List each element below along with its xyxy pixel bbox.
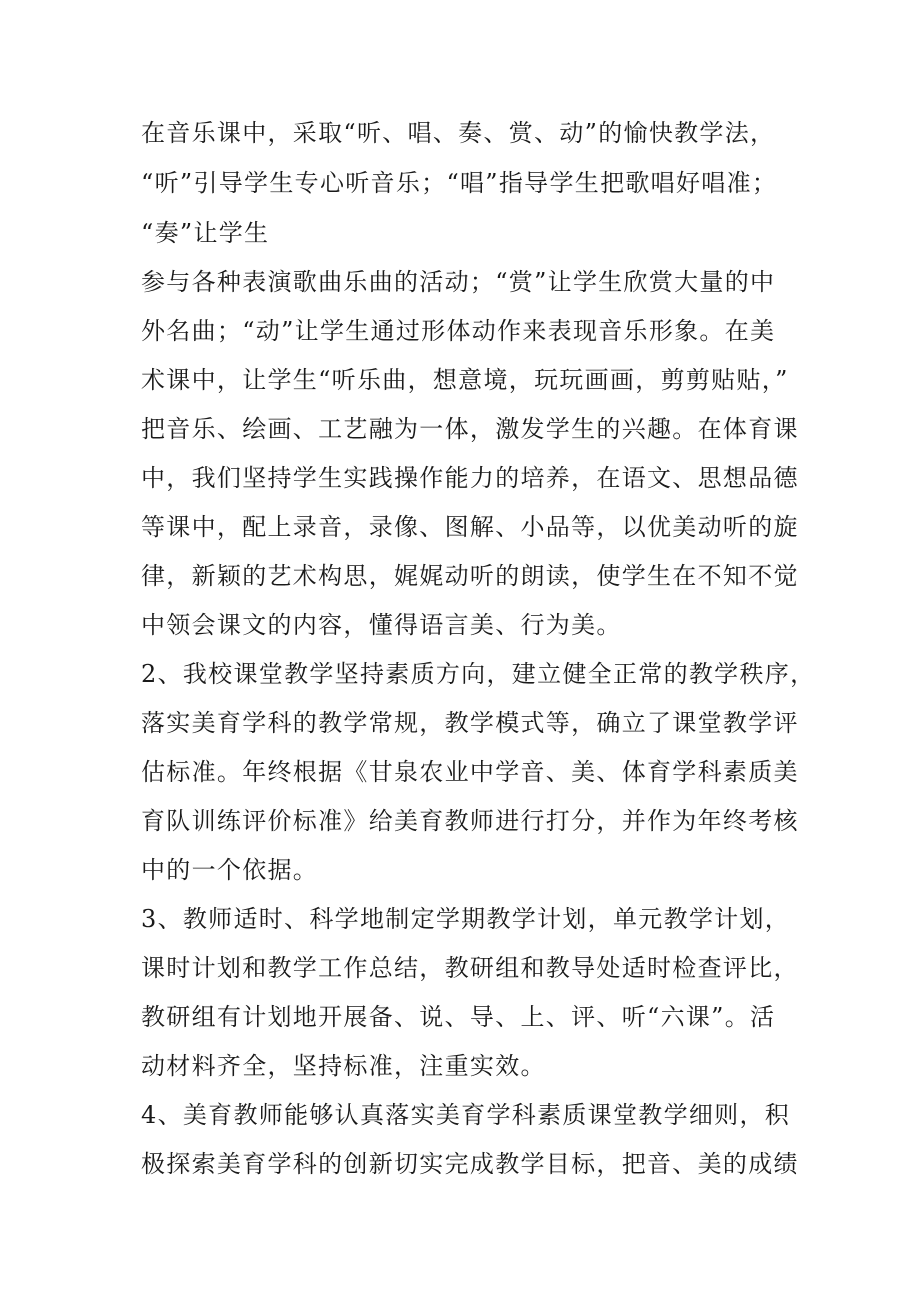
text-line: 动材料齐全，坚持标准，注重实效。 — [141, 1052, 546, 1080]
text-line: 外名曲；“动”让学生通过形体动作来表现音乐形象。在美 — [141, 317, 776, 345]
text-line: 在音乐课中，采取“听、唱、奏、赏、动”的愉快教学法， — [141, 119, 776, 147]
text-line: 中的一个依据。 — [141, 856, 319, 884]
text-line: 中领会课文的内容，懂得语言美、行为美。 — [141, 611, 622, 639]
text-line: 估标准。年终根据《甘泉农业中学音、美、体育学科素质美 — [141, 758, 799, 786]
paragraph-3-start: 3、教师适时、科学地制定学期教学计划，单元教学计划， — [141, 905, 791, 933]
text-line: 律，新颖的艺术构思，娓娓动听的朗读，使学生在不知不觉 — [141, 562, 799, 590]
text-line: “奏”让学生 — [141, 219, 270, 247]
paragraph-4-start: 4、美育教师能够认真落实美育学科素质课堂教学细则，积 — [141, 1101, 791, 1129]
text-line: 等课中，配上录音，录像、图解、小品等，以优美动听的旋 — [141, 513, 799, 541]
text-line: 把音乐、绘画、工艺融为一体，激发学生的兴趣。在体育课 — [141, 415, 799, 443]
text-line: 参与各种表演歌曲乐曲的活动；“赏”让学生欣赏大量的中 — [141, 268, 776, 296]
text-line: “听”引导学生专心听音乐；“唱”指导学生把歌唱好唱准； — [141, 169, 778, 197]
paragraph-2-start: 2、我校课堂教学坚持素质方向，建立健全正常的教学秩序， — [141, 660, 816, 688]
text-line: 落实美育学科的教学常规，教学模式等，确立了课堂教学评 — [141, 709, 799, 737]
text-line: 术课中，让学生“听乐曲，想意境，玩玩画画，剪剪贴贴，” — [141, 366, 789, 394]
text-line: 极探索美育学科的创新切实完成教学目标，把音、美的成绩 — [141, 1150, 799, 1178]
text-line: 育队训练评价标准》给美育教师进行打分，并作为年终考核 — [141, 807, 799, 835]
text-line: 教研组有计划地开展备、说、导、上、评、听“六课”。活 — [141, 1003, 776, 1031]
text-line: 课时计划和教学工作总结，教研组和教导处适时检查评比， — [141, 954, 799, 982]
text-line: 中，我们坚持学生实践操作能力的培养，在语文、思想品德 — [141, 464, 799, 492]
